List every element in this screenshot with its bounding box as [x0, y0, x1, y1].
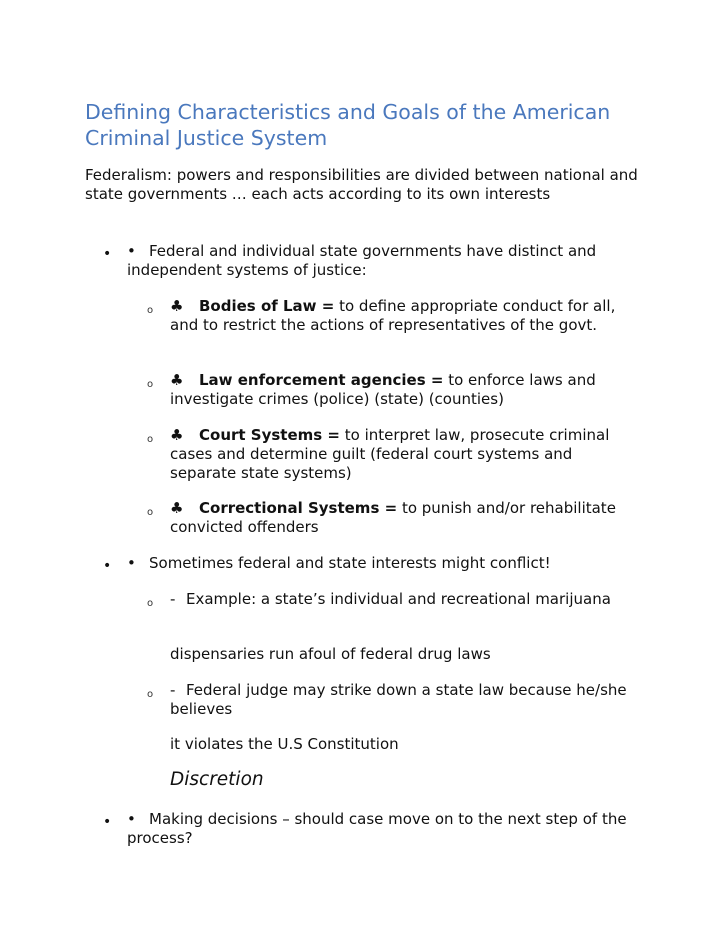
sub-item-continuation: it violates the U.S Constitution: [170, 735, 399, 753]
sub-bullet-marker: o: [147, 598, 154, 609]
sub-item-text: Federal judge may strike down a state law because he/she believes: [170, 681, 627, 718]
sub-item-continuation: dispensaries run afoul of federal drug laws: [170, 645, 491, 663]
bullet-making-decisions: [127, 810, 627, 848]
sub-bullet-marker: o: [147, 305, 154, 316]
sub-bullet-marker: o: [147, 689, 154, 700]
bullet-federal-state-systems: [127, 242, 627, 280]
term: Court Systems =: [199, 426, 340, 444]
sub-item-federal-judge: [170, 681, 640, 719]
discretion-heading: Discretion: [170, 769, 264, 790]
bullet-marker: •: [103, 246, 112, 262]
document-title: Defining Characteristics and Goals of the American Criminal Justice System: [85, 100, 611, 150]
sub-item-law-enforcement: [170, 371, 640, 409]
term: Law enforcement agencies =: [199, 371, 444, 389]
bullet-marker: •: [103, 558, 112, 574]
club-icon: ♣: [170, 297, 184, 315]
bullet-dot: •: [127, 810, 136, 828]
bullet-text: Federal and individual state governments have distinct and independent systems of justice:: [127, 242, 597, 279]
sub-bullet-marker: o: [147, 434, 154, 445]
sub-item-example-marijuana: [170, 590, 640, 609]
sub-item-correctional-systems: [170, 499, 640, 537]
term: Bodies of Law =: [199, 297, 335, 315]
sub-item-court-systems: [170, 426, 640, 483]
club-icon: ♣: [170, 426, 184, 444]
sub-item-text: Example: a state’s individual and recreational marijuana: [186, 590, 611, 608]
bullet-marker: •: [103, 814, 112, 830]
term: Correctional Systems =: [199, 499, 398, 517]
bullet-text: Making decisions – should case move on to the next step of the process?: [127, 810, 627, 847]
bullet-text: Sometimes federal and state interests might conflict!: [149, 554, 551, 572]
sub-item-bodies-of-law: [170, 297, 640, 335]
club-icon: ♣: [170, 499, 184, 517]
dash-marker: -: [170, 681, 176, 699]
sub-bullet-marker: o: [147, 507, 154, 518]
desc: to punish and/or rehabilitate convicted offenders: [170, 499, 616, 536]
desc: to enforce laws and investigate crimes (police) (state) (counties): [170, 371, 596, 408]
bullet-interests-conflict: [127, 554, 627, 573]
sub-bullet-marker: o: [147, 379, 154, 390]
desc: to interpret law, prosecute criminal cases and determine guilt (federal court systems and separate state systems): [170, 426, 610, 482]
bullet-dot: •: [127, 554, 136, 572]
club-icon: ♣: [170, 371, 184, 389]
bullet-dot: •: [127, 242, 136, 260]
desc: to define appropriate conduct for all, and to restrict the actions of representatives of the govt.: [170, 297, 616, 334]
dash-marker: -: [170, 590, 176, 608]
federalism-paragraph: Federalism: powers and responsibilities are divided between national and state governments … each acts according to its own interests: [85, 166, 638, 203]
